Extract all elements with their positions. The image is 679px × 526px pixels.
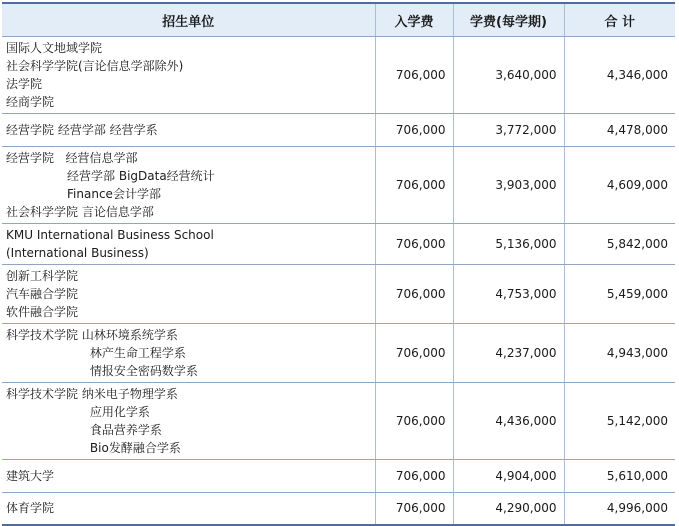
unit-cell bbox=[2, 493, 375, 525]
unit-line: 经营学院 经营信息学部 bbox=[6, 151, 138, 165]
table-row bbox=[2, 265, 675, 324]
table-header-row bbox=[2, 3, 675, 37]
tuition-cell: 3,640,000 bbox=[453, 37, 564, 114]
tuition-cell: 4,237,000 bbox=[453, 324, 564, 383]
table-row bbox=[2, 114, 675, 147]
tuition-cell: 4,904,000 bbox=[453, 460, 564, 493]
unit-line: 经营学院 经营学部 经营学系 bbox=[6, 123, 158, 137]
admission-fee-cell: 706,000 bbox=[375, 460, 453, 493]
unit-cell bbox=[2, 460, 375, 493]
header-total: 合 计 bbox=[564, 3, 675, 37]
unit-cell bbox=[2, 383, 375, 460]
unit-line: 经商学院 bbox=[6, 95, 55, 109]
total-cell: 5,459,000 bbox=[564, 265, 675, 324]
tuition-cell: 3,903,000 bbox=[453, 147, 564, 224]
unit-line: 汽车融合学院 bbox=[6, 287, 79, 301]
admission-fee-cell: 706,000 bbox=[375, 224, 453, 265]
table-row bbox=[2, 324, 675, 383]
unit-line: 科学技术学院 纳米电子物理学系 bbox=[6, 387, 178, 401]
unit-line: 国际人文地域学院 bbox=[6, 41, 103, 55]
tuition-cell: 4,436,000 bbox=[453, 383, 564, 460]
unit-cell bbox=[2, 265, 375, 324]
unit-line: 建筑大学 bbox=[6, 469, 55, 483]
unit-line: Finance会计学部 bbox=[6, 187, 161, 201]
unit-line: Bio发酵融合学系 bbox=[6, 441, 181, 455]
header-unit: 招生单位 bbox=[2, 3, 375, 37]
unit-cell bbox=[2, 114, 375, 147]
table-row bbox=[2, 147, 675, 224]
admission-fee-cell: 706,000 bbox=[375, 265, 453, 324]
header-admission-fee: 入学费 bbox=[375, 3, 453, 37]
admission-fee-cell: 706,000 bbox=[375, 147, 453, 224]
unit-cell bbox=[2, 147, 375, 224]
unit-line: 软件融合学院 bbox=[6, 305, 79, 319]
unit-line: 社会科学学院(言论信息学部除外) bbox=[6, 59, 184, 73]
total-cell: 5,842,000 bbox=[564, 224, 675, 265]
tuition-cell: 4,753,000 bbox=[453, 265, 564, 324]
unit-line: 法学院 bbox=[6, 77, 43, 91]
table-row bbox=[2, 460, 675, 493]
header-tuition: 学费(每学期) bbox=[453, 3, 564, 37]
unit-cell bbox=[2, 224, 375, 265]
admission-fee-cell: 706,000 bbox=[375, 37, 453, 114]
admission-fee-cell: 706,000 bbox=[375, 114, 453, 147]
total-cell: 5,142,000 bbox=[564, 383, 675, 460]
table-row bbox=[2, 37, 675, 114]
unit-cell bbox=[2, 324, 375, 383]
unit-line: 社会科学学院 言论信息学部 bbox=[6, 205, 154, 219]
tuition-cell: 5,136,000 bbox=[453, 224, 564, 265]
total-cell: 4,346,000 bbox=[564, 37, 675, 114]
total-cell: 5,610,000 bbox=[564, 460, 675, 493]
unit-line: 体育学院 bbox=[6, 501, 55, 516]
total-cell: 4,609,000 bbox=[564, 147, 675, 224]
unit-line: 经营学部 BigData经营统计 bbox=[6, 169, 215, 183]
tuition-cell: 4,290,000 bbox=[453, 493, 564, 525]
unit-line: 科学技术学院 山林环境系统学系 bbox=[6, 328, 178, 342]
unit-cell bbox=[2, 37, 375, 114]
table-row bbox=[2, 224, 675, 265]
table-row bbox=[2, 493, 675, 525]
unit-line: 食品营养学系 bbox=[6, 423, 162, 437]
tuition-cell: 3,772,000 bbox=[453, 114, 564, 147]
total-cell: 4,943,000 bbox=[564, 324, 675, 383]
unit-line: 林产生命工程学系 bbox=[6, 346, 186, 360]
tuition-table bbox=[2, 2, 675, 526]
unit-line: 情报安全密码数学系 bbox=[6, 364, 198, 378]
admission-fee-cell: 706,000 bbox=[375, 383, 453, 460]
admission-fee-cell: 706,000 bbox=[375, 493, 453, 525]
total-cell: 4,478,000 bbox=[564, 114, 675, 147]
unit-line: KMU International Business School bbox=[6, 228, 214, 242]
unit-line: 应用化学系 bbox=[6, 405, 150, 419]
admission-fee-cell: 706,000 bbox=[375, 324, 453, 383]
unit-line: (International Business) bbox=[6, 246, 149, 260]
total-cell: 4,996,000 bbox=[564, 493, 675, 525]
table-row bbox=[2, 383, 675, 460]
unit-line: 创新工科学院 bbox=[6, 269, 79, 283]
